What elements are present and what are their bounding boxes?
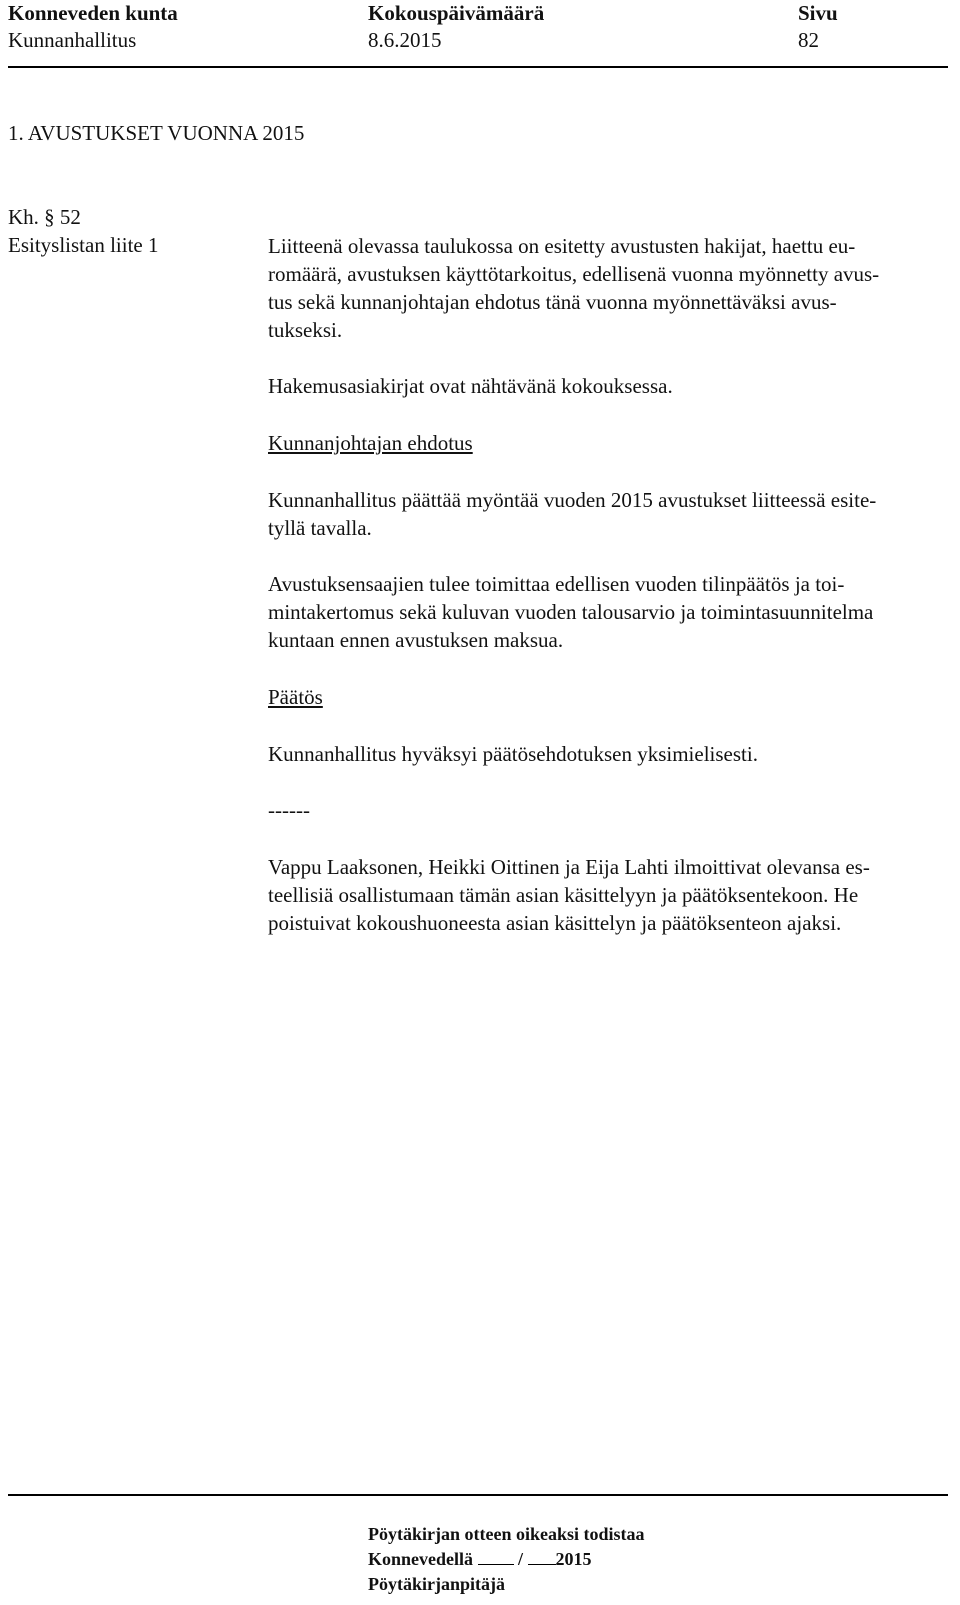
header-org: Konneveden kunta — [8, 1, 178, 25]
footer-day-blank — [478, 1548, 514, 1565]
text-line: Avustuksensaajien tulee toimittaa edellisen vuoden tilinpäätös ja toi- — [268, 572, 845, 596]
requirements-paragraph — [268, 570, 958, 654]
decision-heading: Päätös — [268, 685, 323, 709]
header-date: 8.6.2015 — [368, 28, 442, 52]
proposal-paragraph — [268, 486, 958, 542]
footer-slash: / — [518, 1549, 524, 1569]
footer-rule — [8, 1494, 948, 1496]
footer-place: Konnevedellä — [368, 1549, 474, 1569]
separator: ------ — [268, 798, 310, 822]
header-page-number: 82 — [798, 28, 819, 52]
text-line: tus sekä kunnanjohtajan ehdotus tänä vuonna myönnettäväksi avus- — [268, 290, 837, 314]
text-line: romäärä, avustuksen käyttötarkoitus, edellisenä vuonna myönnetty avus- — [268, 262, 880, 286]
footer-month-blank — [528, 1548, 556, 1565]
footer-year: 2015 — [555, 1549, 592, 1569]
text-line: poistuivat kokoushuoneesta asian käsittelyn ja päätöksenteon ajaksi. — [268, 911, 842, 935]
header-rule — [8, 66, 948, 68]
paragraph-number: Kh. § 52 — [8, 205, 81, 229]
text-line: kuntaan ennen avustuksen maksua. — [268, 628, 564, 652]
section-title: 1. AVUSTUKSET VUONNA 2015 — [8, 121, 305, 145]
header-body: Kunnanhallitus — [8, 28, 137, 52]
text-line: tyllä tavalla. — [268, 516, 372, 540]
footer-place-date — [368, 1547, 592, 1571]
header-page-label: Sivu — [798, 1, 838, 25]
disqualification-paragraph — [268, 853, 958, 937]
text-line: Vappu Laaksonen, Heikki Oittinen ja Eija Lahti ilmoittivat olevansa es- — [268, 855, 870, 879]
proposal-heading: Kunnanjohtajan ehdotus — [268, 431, 473, 455]
documents-note: Hakemusasiakirjat ovat nähtävänä kokouksessa. — [268, 374, 673, 398]
text-line: Kunnanhallitus päättää myöntää vuoden 2015 avustukset liitteessä esite- — [268, 488, 877, 512]
decision-text: Kunnanhallitus hyväksyi päätösehdotuksen yksimielisesti. — [268, 742, 758, 766]
footer-certification: Pöytäkirjan otteen oikeaksi todistaa — [368, 1524, 645, 1544]
text-line: Liitteenä olevassa taulukossa on esitetty avustusten hakijat, haettu eu- — [268, 234, 856, 258]
text-line: tukseksi. — [268, 318, 343, 342]
text-line: teellisiä osallistumaan tämän asian käsittelyyn ja päätöksentekoon. He — [268, 883, 859, 907]
footer-signer-title: Pöytäkirjanpitäjä — [368, 1574, 505, 1594]
text-line: mintakertomus sekä kuluvan vuoden talousarvio ja toimintasuunnitelma — [268, 600, 874, 624]
intro-paragraph — [268, 232, 958, 344]
header-date-label: Kokouspäivämäärä — [368, 1, 545, 25]
attachment-reference: Esityslistan liite 1 — [8, 233, 159, 257]
